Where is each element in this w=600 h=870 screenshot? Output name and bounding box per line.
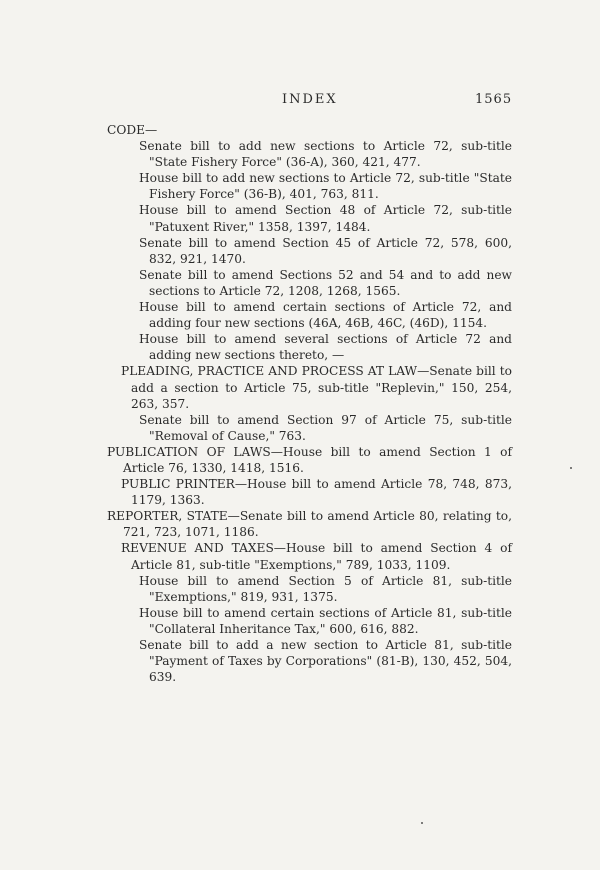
index-body xyxy=(107,122,512,685)
header-title: INDEX xyxy=(282,92,338,107)
index-heading-entry: REPORTER, STATE—Senate bill to amend Article 80, relating to, 721, 723, 1071, 1186. xyxy=(107,509,512,540)
index-entry: Senate bill to amend Section 45 of Article 72, 578, 600, 832, 921, 1470. xyxy=(139,235,512,266)
index-entry: House bill to amend certain sections of Article 72, and adding four new sections (46A, 46B, 46C, (46D), 1154. xyxy=(139,300,512,331)
index-entry: Senate bill to add new sections to Article 72, sub-title "State Fishery Force" (36-A), 360, 421, 477. xyxy=(139,139,512,170)
page-number: 1565 xyxy=(475,92,513,107)
index-heading-entry: PUBLICATION OF LAWS—House bill to amend Section 1 of Article 76, 1330, 1418, 1516. xyxy=(107,444,512,475)
index-entry: House bill to amend Section 5 of Article 81, sub-title "Exemptions," 819, 931, 1375. xyxy=(139,573,512,604)
index-heading-entry: PLEADING, PRACTICE AND PROCESS AT LAW—Senate bill to add a section to Article 75, sub-title "Replevin," 150, 254, 263, 357. xyxy=(121,364,512,411)
index-heading-entry: REVENUE AND TAXES—House bill to amend Section 4 of Article 81, sub-title "Exemptions," 789, 1033, 1109. xyxy=(121,541,512,572)
scan-speck xyxy=(421,822,423,824)
index-entry: House bill to amend Section 48 of Article 72, sub-title "Patuxent River," 1358, 1397, 1484. xyxy=(139,203,512,234)
index-entry: Senate bill to amend Section 97 of Article 75, sub-title "Removal of Cause," 763. xyxy=(139,412,512,443)
heading-code: CODE— xyxy=(107,123,158,137)
index-entry: House bill to add new sections to Article 72, sub-title "State Fishery Force" (36-B), 401, 763, 811. xyxy=(139,171,512,202)
index-entry: House bill to amend certain sections of Article 81, sub-title "Collateral Inheritance Tax," 600, 616, 882. xyxy=(139,605,512,636)
index-entry: Senate bill to add a new section to Article 81, sub-title "Payment of Taxes by Corporations" (81-B), 130, 452, 504, 639. xyxy=(139,638,512,685)
index-heading-entry: PUBLIC PRINTER—House bill to amend Article 78, 748, 873, 1179, 1363. xyxy=(121,477,512,508)
index-entry: Senate bill to amend Sections 52 and 54 and to add new sections to Article 72, 1208, 1268, 1565. xyxy=(139,267,512,298)
scan-speck xyxy=(570,467,572,469)
index-entry: House bill to amend several sections of Article 72 and adding new sections thereto, — xyxy=(139,332,512,363)
